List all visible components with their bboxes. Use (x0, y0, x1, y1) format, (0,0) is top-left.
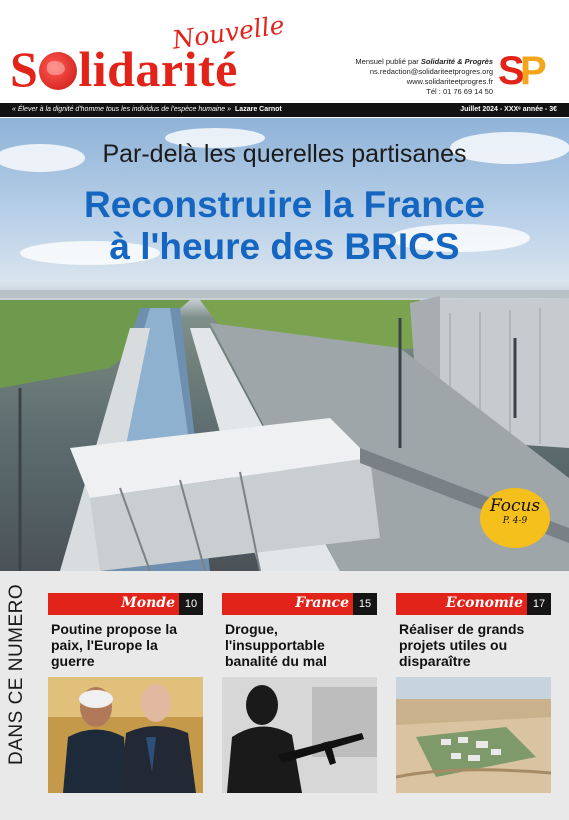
card-page-number: 15 (353, 593, 377, 615)
publisher-phone: Tél : 01 76 69 14 50 (426, 87, 493, 96)
cover-kicker: Par-delà les querelles partisanes (102, 140, 467, 168)
brand-s: S (10, 41, 39, 97)
article-card-france[interactable] (222, 593, 377, 793)
card-title[interactable]: Drogue, l'insupportable banalité du mal (225, 621, 327, 669)
card-photo-leaders (48, 677, 203, 793)
card-photo-aerial (396, 677, 551, 793)
hero-illustration (0, 118, 569, 571)
masthead-quote (12, 103, 282, 117)
brand-rest: lidarité (78, 41, 238, 97)
publisher-line (355, 57, 493, 67)
card-section: France (295, 595, 349, 611)
card-title[interactable]: Poutine propose la paix, l'Europe la guerre (51, 621, 178, 669)
card-header (396, 593, 551, 615)
card-title[interactable]: Réaliser de grands projets utiles ou disparaître (399, 621, 525, 669)
quote-bar (0, 103, 569, 117)
card-page-number: 17 (527, 593, 551, 615)
publisher-info (355, 57, 493, 97)
publisher-website: www.solidariteetprogres.fr (406, 77, 493, 86)
nouvelle-label: Nouvelle (170, 10, 287, 55)
card-section: Monde (121, 595, 175, 611)
card-page-number: 10 (179, 593, 203, 615)
publisher-email: ns.redaction@solidariteetprogres.org (369, 67, 493, 76)
headline-line-1: Reconstruire la France (84, 184, 485, 225)
card-header (48, 593, 203, 615)
card-photo-silhouette (222, 677, 377, 793)
masthead (0, 0, 569, 102)
brand-title (10, 40, 238, 98)
article-card-economie[interactable] (396, 593, 551, 793)
focus-label: Focus (489, 496, 541, 516)
headline-line-2: à l'heure des BRICS (109, 226, 460, 267)
focus-badge (480, 488, 550, 548)
sp-logo-s: S (498, 49, 525, 93)
globe-icon (39, 52, 77, 90)
publisher-name: Solidarité & Progrès (420, 57, 493, 66)
card-section: Economie (445, 595, 523, 611)
cover-headline (0, 184, 569, 268)
quote-text: « Élever à la dignité d'homme tous les individus de l'espèce humaine » (12, 106, 232, 113)
sp-logo-p: P (520, 49, 547, 93)
sp-logo (498, 49, 554, 95)
quote-author: Lazare Carnot (235, 106, 282, 113)
article-card-monde[interactable] (48, 593, 203, 793)
contents-label: DANS CE NUMERO (6, 583, 27, 765)
publisher-prefix: Mensuel publié par (355, 57, 421, 66)
issue-info: Juillet 2024 - XXXᵉ année - 3€ (460, 106, 557, 113)
focus-pages: P. 4-9 (502, 516, 528, 526)
card-header (222, 593, 377, 615)
